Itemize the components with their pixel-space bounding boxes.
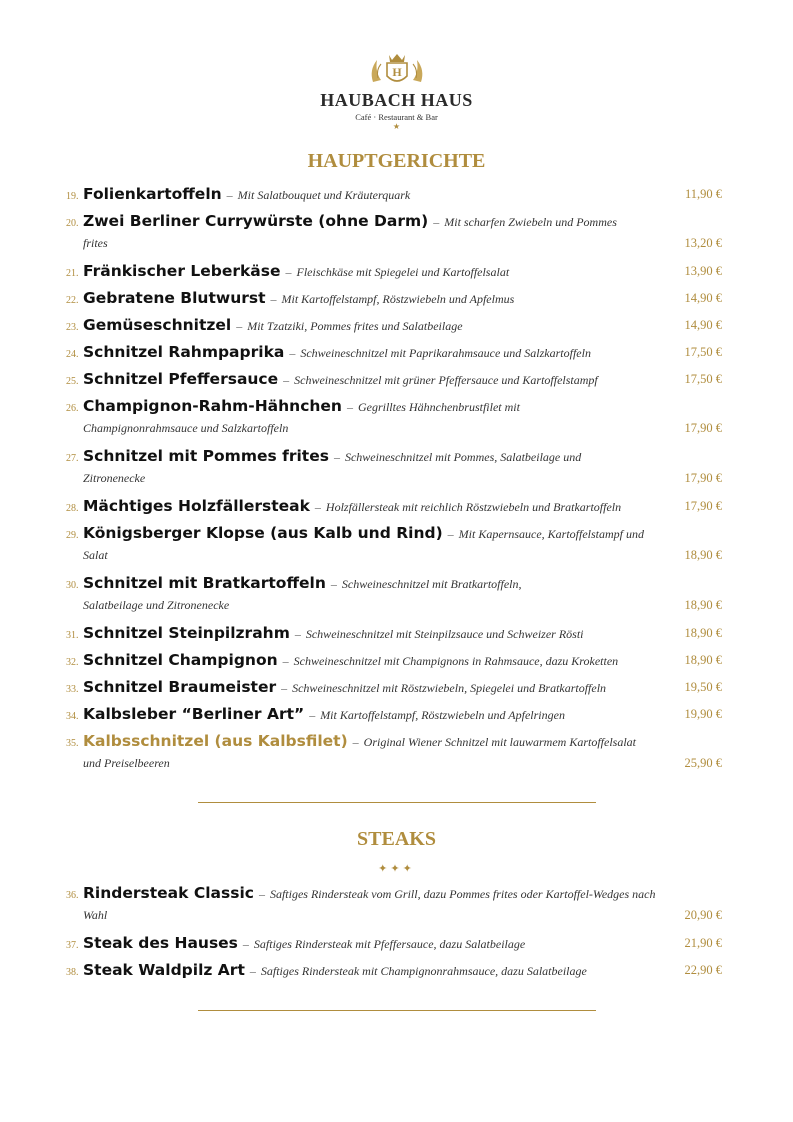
menu-item [66,370,722,392]
item-number: 37. [66,940,79,951]
menu-item-line [66,651,722,673]
item-number: 25. [66,376,79,387]
item-price: 18,90 € [684,653,722,667]
brand-tagline: Café · Restaurant & Bar [355,112,438,122]
item-description: Saftiges Rindersteak mit Pfeffersauce, dazu Salatbeilage [253,937,526,951]
item-title: Mächtiges Holzfällersteak [83,497,310,515]
crest-monogram: H [391,65,402,79]
item-description: Schweineschnitzel mit Pommes, Salatbeilage und [344,450,582,464]
separator-dash: – [283,373,290,387]
item-price: 25,90 € [684,756,722,770]
separator-dash: – [352,735,359,749]
item-description-cont: frites [83,236,108,250]
menu-item [66,624,722,646]
item-price: 17,90 € [684,499,722,513]
menu-item-line [66,934,722,956]
menu-item-line [66,469,722,491]
separator-dash: – [258,887,265,901]
item-number: 28. [66,503,79,514]
item-number: 23. [66,322,79,333]
separator-dash: – [433,215,440,229]
separator-dash: – [346,400,353,414]
item-number: 22. [66,295,79,306]
item-description-cont: und Preiselbeeren [83,756,170,770]
item-description: Mit Kapernsauce, Kartoffelstampf und [458,527,644,541]
menu-item-line [66,678,722,700]
menu-item-line [66,397,722,419]
item-title: Kalbsleber “Berliner Art” [83,705,305,723]
section-heading-steaks: STEAKS [357,828,436,850]
menu-item-line [66,961,722,983]
divider [198,802,596,803]
item-description: Schweineschnitzel mit Steinpilzsauce und Schweizer Rösti [305,627,584,641]
item-title: Fränkischer Leberkäse [83,262,281,280]
item-price: 17,50 € [684,372,722,386]
menu-item [66,497,722,519]
item-title: Folienkartoffeln [83,185,222,203]
menu-item-line [66,316,722,338]
separator-dash: – [281,681,288,695]
menu-item-line [66,732,722,754]
separator-dash: – [236,319,243,333]
item-price: 18,90 € [684,626,722,640]
menu-item [66,524,722,568]
item-description: Original Wiener Schnitzel mit lauwarmem Kartoffelsalat [363,735,636,749]
item-description-cont: Salatbeilage und Zitronenecke [83,598,230,612]
menu-item-line [66,596,722,618]
menu-item [66,447,722,491]
item-number: 26. [66,403,79,414]
item-number: 34. [66,711,79,722]
item-description: Schweineschnitzel mit Champignons in Rahmsauce, dazu Kroketten [293,654,619,668]
item-number: 33. [66,684,79,695]
item-title: Gebratene Blutwurst [83,289,266,307]
item-description: Schweineschnitzel mit Röstzwiebeln, Spiegelei und Bratkartoffeln [292,681,607,695]
item-number: 19. [66,191,79,202]
menu-item [66,705,722,727]
item-price: 17,50 € [684,345,722,359]
menu-item [66,397,722,441]
item-price: 11,90 € [684,187,722,201]
item-price: 13,20 € [684,236,722,250]
menu-item-line [66,234,722,256]
menu-item-line [66,289,722,311]
item-number: 24. [66,349,79,360]
item-description-cont: Champignonrahmsauce und Salzkartoffeln [83,421,289,435]
menu-item-line [66,212,722,234]
item-title: Steak des Hauses [83,934,238,952]
item-title: Steak Waldpilz Art [83,961,245,979]
menu-item [66,961,722,983]
item-title: Schnitzel Steinpilzrahm [83,624,290,642]
separator-dash: – [285,265,292,279]
menu-item-line [66,447,722,469]
menu-item [66,574,722,618]
item-number: 31. [66,630,79,641]
item-price: 22,90 € [684,963,722,977]
menu-item [66,884,722,928]
separator-dash: – [249,964,256,978]
item-description: Schweineschnitzel mit Paprikarahmsauce und Salzkartoffeln [300,346,591,360]
item-price: 18,90 € [684,548,722,562]
item-price: 17,90 € [684,471,722,485]
menu-item [66,316,722,338]
item-description: Saftiges Rindersteak vom Grill, dazu Pommes frites oder Kartoffel-Wedges nach [269,887,656,901]
menu-item [66,651,722,673]
item-number: 38. [66,967,79,978]
item-title: Schnitzel mit Bratkartoffeln [83,574,326,592]
item-price: 14,90 € [684,291,722,305]
menu-item-line [66,624,722,646]
item-description-cont: Salat [83,548,108,562]
item-title: Schnitzel Champignon [83,651,278,669]
separator-dash: – [289,346,296,360]
separator-dash: – [333,450,340,464]
menu-item [66,289,722,311]
item-price: 17,90 € [684,421,722,435]
item-price: 14,90 € [684,318,722,332]
item-description: Mit scharfen Zwiebeln und Pommes [444,215,617,229]
item-description: Schweineschnitzel mit Bratkartoffeln, [341,577,522,591]
item-title: Gemüseschnitzel [83,316,232,334]
menu-item-line [66,754,722,776]
menu-item-line [66,705,722,727]
menu-item-line [66,524,722,546]
item-title: Rindersteak Classic [83,884,254,902]
menu-item [66,212,722,256]
item-title: Königsberger Klopse (aus Kalb und Rind) [83,524,443,542]
item-description: Holzfällersteak mit reichlich Röstzwiebeln und Bratkartoffeln [325,500,622,514]
crest-icon [367,52,427,88]
star-icon: ★ [392,122,401,131]
item-title: Schnitzel mit Pommes frites [83,447,329,465]
item-number: 21. [66,268,79,279]
logo [0,52,793,131]
menu-item-line [66,497,722,519]
item-description: Mit Kartoffelstampf, Röstzwiebeln und Apfelmus [281,292,515,306]
ornament-stars-icon: ✦✦✦ [378,863,415,875]
item-description: Fleischkäse mit Spiegelei und Kartoffelsalat [296,265,510,279]
menu-item-line [66,370,722,392]
item-description: Saftiges Rindersteak mit Champignonrahmsauce, dazu Salatbeilage [260,964,587,978]
item-description: Gegrilltes Hähnchenbrustfilet mit [357,400,520,414]
separator-dash: – [330,577,337,591]
item-title: Schnitzel Braumeister [83,678,277,696]
separator-dash: – [226,188,233,202]
item-title: Schnitzel Pfeffersauce [83,370,279,388]
menu-item [66,934,722,956]
item-price: 21,90 € [684,936,722,950]
item-title: Zwei Berliner Currywürste (ohne Darm) [83,212,429,230]
item-number: 32. [66,657,79,668]
menu-item-line [66,574,722,596]
menu-item-line [66,343,722,365]
item-price: 20,90 € [684,908,722,922]
item-number: 36. [66,890,79,901]
item-number: 35. [66,738,79,749]
separator-dash: – [309,708,316,722]
item-description: Mit Salatbouquet und Kräuterquark [237,188,411,202]
item-description: Mit Tzatziki, Pommes frites und Salatbeilage [247,319,463,333]
item-description: Schweineschnitzel mit grüner Pfeffersauce und Kartoffelstampf [294,373,598,387]
separator-dash: – [282,654,289,668]
item-title: Kalbsschnitzel (aus Kalbsfilet) [83,732,348,750]
item-title: Champignon-Rahm-Hähnchen [83,397,342,415]
menu-item [66,732,722,776]
menu-item-line [66,884,722,906]
separator-dash: – [242,937,249,951]
menu-item [66,262,722,284]
menu-item-line [66,185,722,207]
item-description: Mit Kartoffelstampf, Röstzwiebeln und Apfelringen [320,708,565,722]
item-price: 19,90 € [684,707,722,721]
separator-dash: – [447,527,454,541]
item-price: 19,50 € [684,680,722,694]
item-number: 20. [66,218,79,229]
separator-dash: – [294,627,301,641]
item-price: 18,90 € [684,598,722,612]
separator-dash: – [314,500,321,514]
divider [198,1010,596,1011]
menu-item [66,343,722,365]
item-number: 27. [66,453,79,464]
separator-dash: – [270,292,277,306]
item-number: 29. [66,530,79,541]
menu-item [66,185,722,207]
menu-item-line [66,262,722,284]
item-title: Schnitzel Rahmpaprika [83,343,285,361]
menu-item-line [66,546,722,568]
item-description-cont: Wahl [83,908,108,922]
brand-name: HAUBACH HAUS [320,90,473,110]
menu-item [66,678,722,700]
menu-item-line [66,906,722,928]
section-heading-hauptgerichte: HAUPTGERICHTE [307,150,486,172]
item-price: 13,90 € [684,264,722,278]
item-number: 30. [66,580,79,591]
item-description-cont: Zitronenecke [83,471,146,485]
menu-item-line [66,419,722,441]
